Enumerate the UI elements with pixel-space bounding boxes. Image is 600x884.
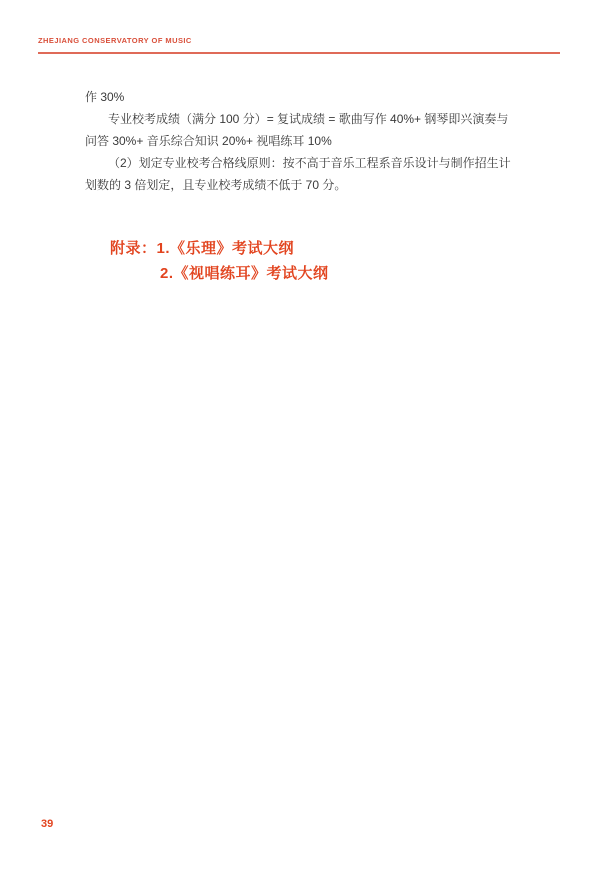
page-number: 39 — [41, 818, 54, 830]
appendix-heading — [110, 236, 329, 286]
header-divider — [38, 52, 560, 54]
conservatory-wordmark: ZHEJIANG CONSERVATORY OF MUSIC — [38, 36, 192, 45]
appendix-line-sight-singing: 2.《视唱练耳》考试大纲 — [160, 265, 329, 282]
body-line-continuation: 作 30% — [85, 90, 125, 104]
body-line-passline-rule-wrap: 划数的 3 倍划定，且专业校考成绩不低于 70 分。 — [85, 178, 347, 192]
body-line-score-formula-wrap: 问答 30%+ 音乐综合知识 20%+ 视唱练耳 10% — [85, 134, 332, 148]
body-line-score-formula: 专业校考成绩（满分 100 分）= 复试成绩 = 歌曲写作 40%+ 钢琴即兴演奏与 — [108, 112, 509, 126]
body-paragraphs — [85, 86, 535, 196]
body-line-passline-rule: （2）划定专业校考合格线原则：按不高于音乐工程系音乐设计与制作招生计 — [108, 156, 511, 170]
appendix-line-music-theory: 附录：1.《乐理》考试大纲 — [110, 240, 295, 257]
